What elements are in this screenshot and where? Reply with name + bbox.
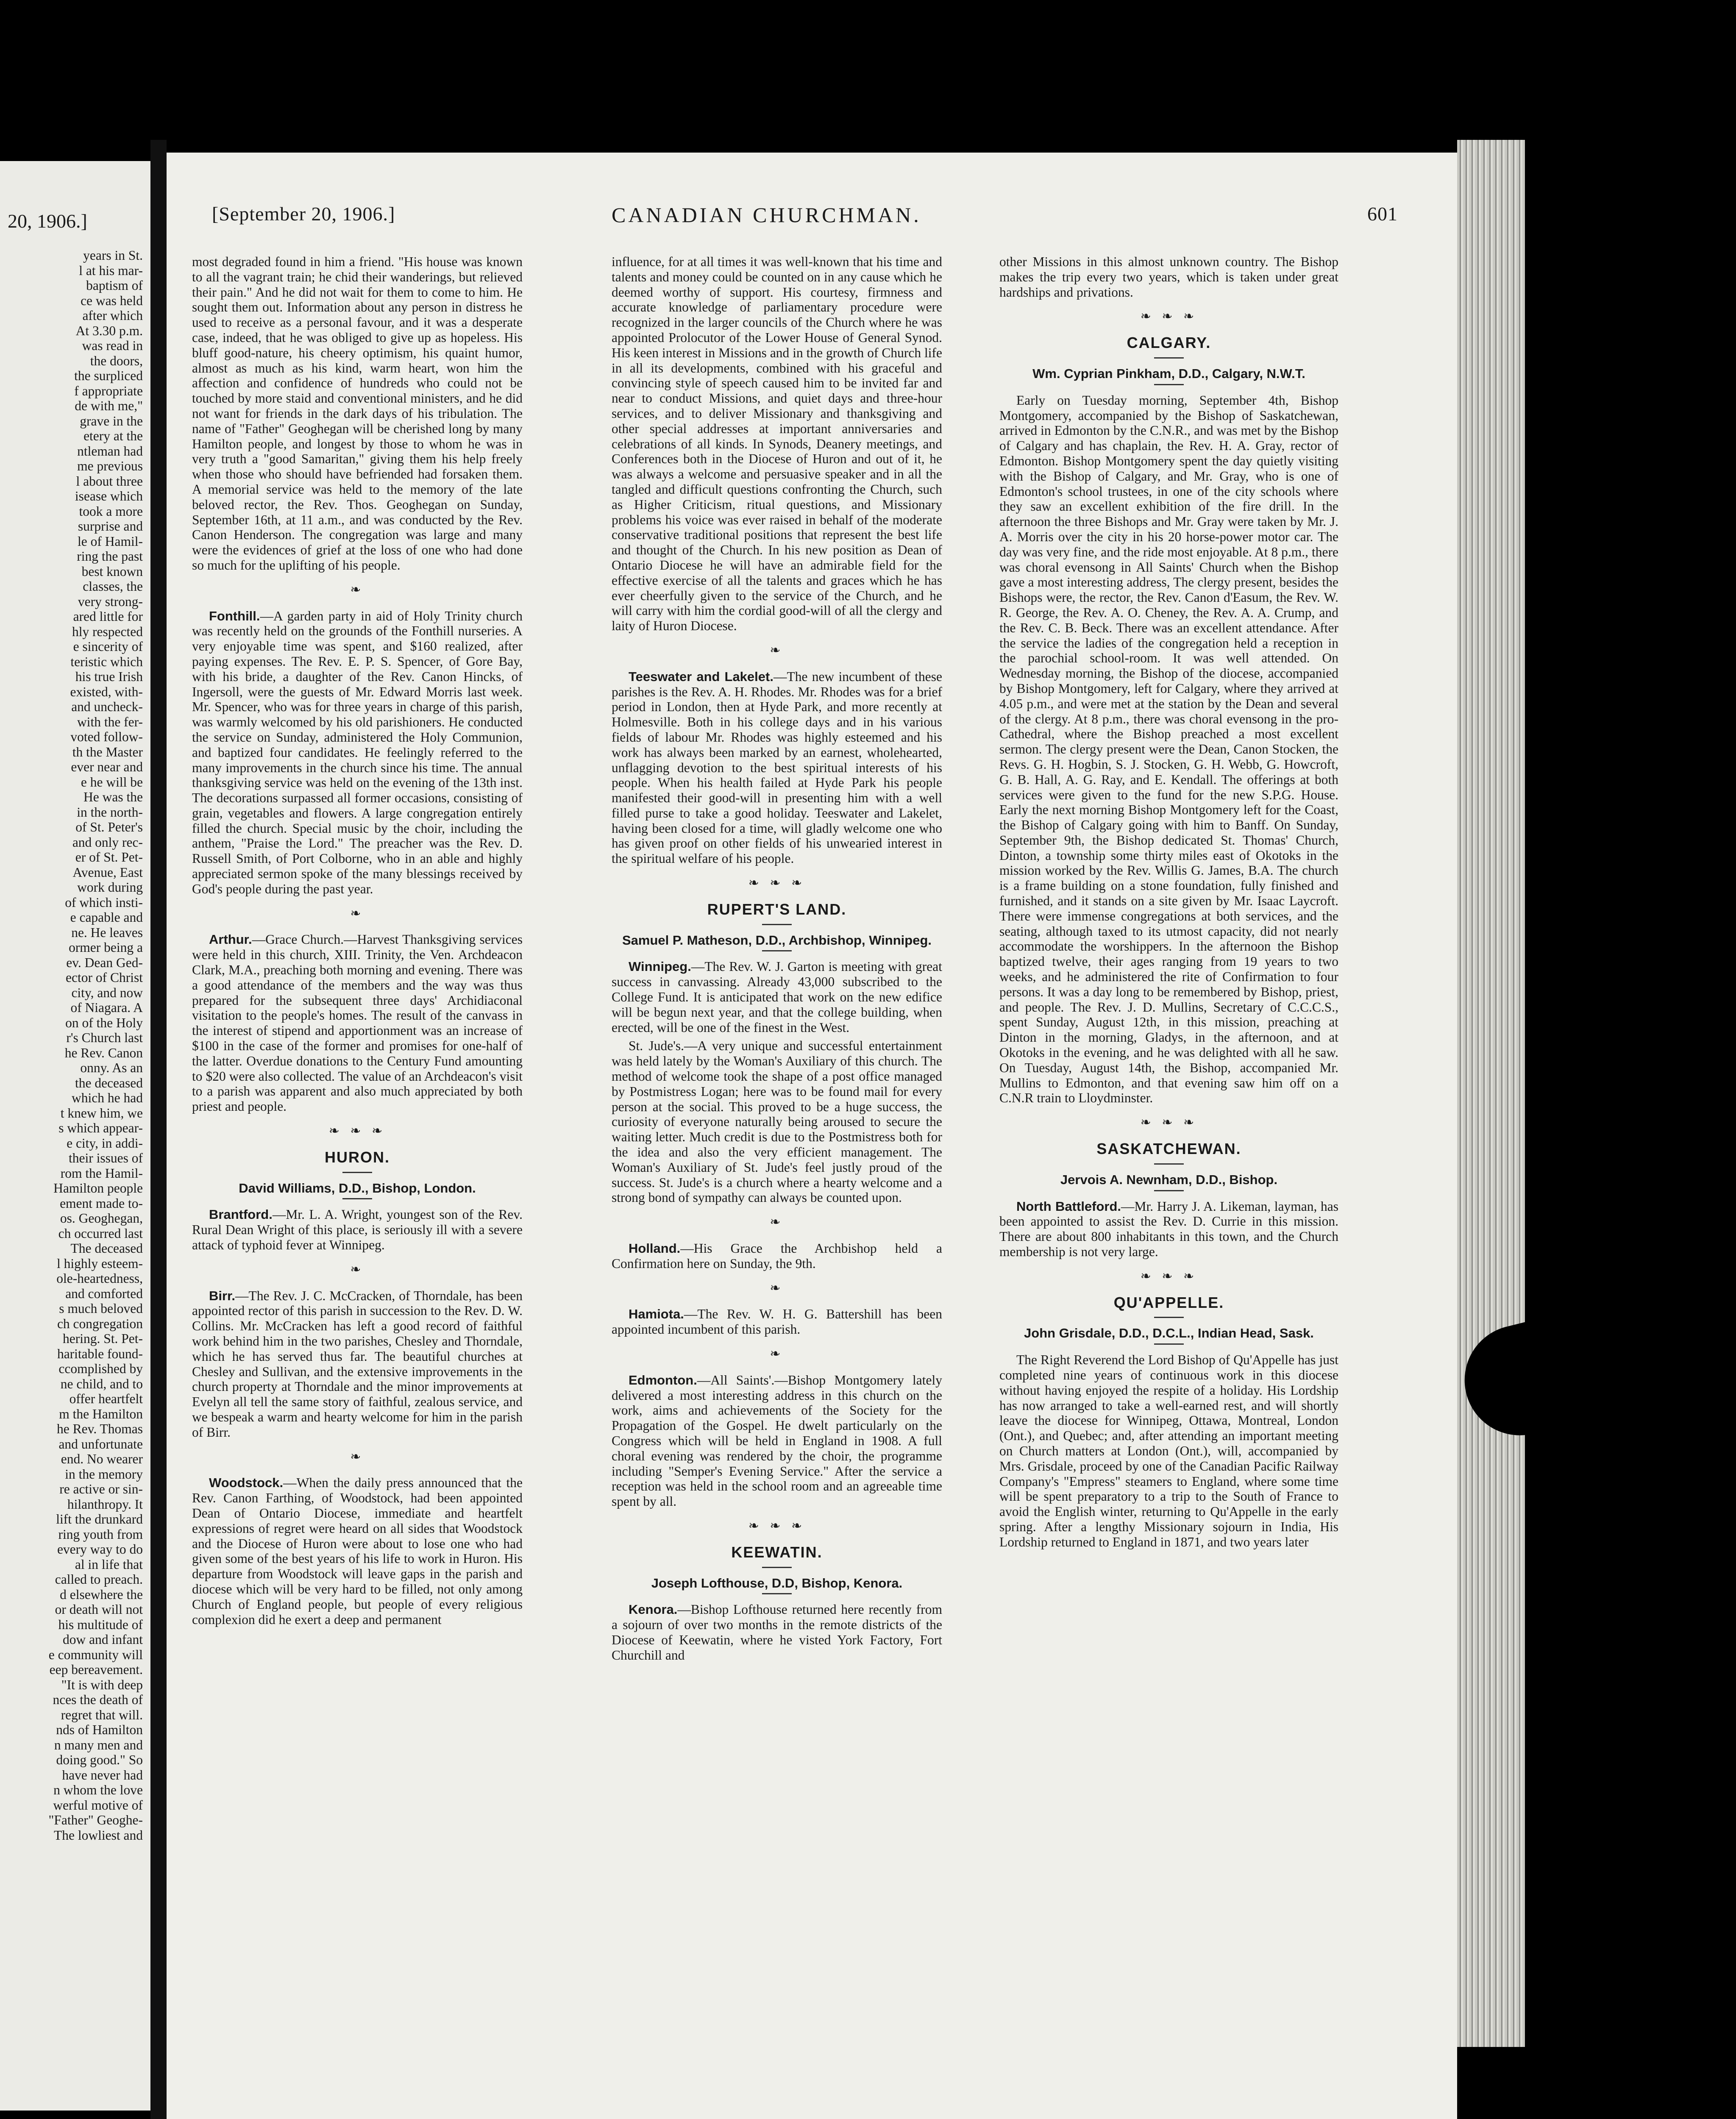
diocese-heading: QU'APPELLE.: [1113, 1293, 1224, 1311]
article-paragraph: [192, 932, 523, 1114]
article-paragraph: St. Jude's.—A very unique and successful entertainment was held lately by the Woman's Auxiliary of this church. The method of welcome took the shape of a post office managed by Postmistress Logan; here was to be found mail for every person at the social. This proved to be a huge success, the curiosity of everyone naturally being aroused to secure the waiting letter. Much credit is due to the Postmistress both for the idea and also the very efficient management. The Woman's Auxiliary of St. Jude's feel justly proud of the success. St. Jude's is a church where a hearty welcome and a strong bond of sympathy can always be counted upon.: [612, 1038, 942, 1205]
facing-page-line: de with me,": [75, 398, 143, 413]
facing-page-line: after which: [82, 308, 143, 323]
article-paragraph: [192, 1288, 523, 1440]
article-paragraph: Early on Tuesday morning, September 4th, Bishop Montgomery, accompanied by the Bishop of Saskatchewan, arrived in Edmonton by the C.N.R., and was met by the Bishop of Calgary and has chaplain, the Rev. H. A. Gray, rector of Edmonton. Bishop Montgomery spent the day quietly visiting with the Bishop of Calgary, and Mr. Gray, who is one of Edmonton's school trustees, in one of the city schools where they saw an excellent exhibition of the fire drill. In the afternoon the three Bishops and Mr. Gray were taken by Mr. J. A. Morris over the city in his 20 horse-power motor car. The day was very fine, and the ride most enjoyable. At 8 p.m., there was choral evensong in All Saints' Church when the Bishop gave a most interesting address, The clergy present, besides the Bishops were, the rector, the Rev. Canon d'Easum, the Rev. W. R. George, the Rev. A. O. Cheney, the Rev. A. A. Crump, and the Rev. C. B. Beck. There was an excellent attendance. After the service the ladies of the congregation held a reception in the parochial school-room. It was well attended. On Wednesday morning, the Bishop of the diocese, accompanied by Bishop Montgomery, left for Calgary, where they arrived at 4.05 p.m., and were met at the station by the Dean and several of the clergy. At 8 p.m., there was choral evensong in the pro-Cathedral, where the Bishop preached a most excellent sermon. The clergy present were the Dean, Canon Stocken, the Revs. G. H. Hogbin, S. J. Stocken, G. H. Webb, G. Howcroft, G. B. Hall, A. G. Ray, and E. Kendall. The offerings at both services were given to the fund for the new S.P.G. House. Early the next morning Bishop Montgomery left for the Coast, the Bishop of Calgary going with him to Banff. On Sunday, September 9th, the Bishop dedicated St. Thomas' Church, Dinton, a township some thirty miles east of Okotoks in the mission worked by the Rev. Willis G. James, B.A. The church is a frame building on a stone foundation, fully finished and furnished, and it stands on a site given by Mr. Isaac Laycroft. There were immense congregations at both services, and the seating, although taxed to its utmost capacity, did not nearly accommodate the worshippers. In the afternoon the Bishop baptized twelve, their ages ranging from 19 years to two weeks, and he administered the rite of Confirmation to four persons. It was a day long to be remembered by Bishop, priest, and people. The Rev. J. D. Mullins, Secretary of C.C.C.S., spent Sunday, August 12th, in this mission, preaching at Dinton in the morning, Gladys, in the afternoon, and at Okotoks in the evening, and he was delighted with all he saw. On Tuesday, August 14th, the Bishop, accompanied Mr. Mullins to Edmonton, and that evening saw him off on a C.N.R train to Lloydminster.: [999, 392, 1338, 1106]
paragraph-text: —The Rev. W. H. G. Battershill has been appointed incumbent of this parish.: [612, 1307, 942, 1337]
facing-page-line: ole-heartedness,: [56, 1271, 143, 1286]
article-paragraph: [192, 1207, 523, 1252]
facing-page-line: hering. St. Pet-: [63, 1331, 143, 1346]
facing-page-line: the deceased: [75, 1075, 143, 1090]
place-heading: Winnipeg.: [629, 959, 691, 974]
article-paragraph: other Missions in this almost unknown country. The Bishop makes the trip every two years, which is taken under great hardships and privations.: [999, 254, 1338, 300]
place-heading: North Battleford.: [1016, 1199, 1121, 1214]
ornament: ❧: [770, 1215, 784, 1230]
facing-page-line: r's Church last: [66, 1030, 143, 1045]
place-heading: Teeswater and Lakelet.: [629, 669, 773, 684]
facing-page-line: l at his mar-: [79, 263, 143, 278]
facing-page-line: their issues of: [69, 1151, 143, 1165]
paragraph-text: —Bishop Lofthouse returned here recently from a sojourn of over two months in the remote districts of the Diocese of Keewatin, where he visted York Factory, Fort Churchill and: [612, 1602, 942, 1663]
facing-page-line: s much beloved: [59, 1301, 143, 1316]
ornament: ❧: [350, 906, 364, 921]
bishop-byline: John Grisdale, D.D., D.C.L., Indian Head, Sask.: [1024, 1326, 1314, 1341]
article-paragraph: [612, 1602, 942, 1663]
place-heading: Kenora.: [629, 1602, 678, 1617]
diocese-heading: SASKATCHEWAN.: [1096, 1140, 1241, 1158]
facing-page-line: the doors,: [90, 353, 143, 368]
place-heading: Holland.: [629, 1241, 681, 1256]
diocese-heading: KEEWATIN.: [731, 1543, 823, 1561]
facing-page-line: or death will not: [55, 1602, 143, 1617]
facing-page-line: ement made to-: [60, 1196, 143, 1211]
facing-page-line: have never had: [62, 1767, 143, 1783]
article-paragraph: [612, 1241, 942, 1271]
facing-page-line: work during: [77, 880, 143, 895]
column-2: [612, 254, 942, 1666]
divider: [762, 1593, 792, 1594]
place-heading: Brantford.: [209, 1207, 273, 1222]
facing-page-line: he Rev. Thomas: [57, 1421, 143, 1436]
facing-page-line: ev. Dean Ged-: [66, 955, 143, 970]
facing-page-line: he Rev. Canon: [64, 1045, 143, 1060]
facing-page-line: Hamilton people: [53, 1181, 143, 1196]
facing-page-line: ch occurred last: [58, 1226, 143, 1241]
paragraph-text: —All Saints'.—Bishop Montgomery lately delivered a most interesting address in this church on the work, aims and achievements of the Society for the Propagation of the Gospel. He dwelt particularly on the Congress which will be held in England in 1908. A full choral evening was rendered by the choir, the programme including "Semper's Evening Service." After the service a reception was held in the school room and an agreeable time spent by all.: [612, 1372, 942, 1509]
facing-page-line: haritable found-: [57, 1346, 143, 1361]
article-paragraph: [999, 1199, 1338, 1260]
facing-page: [0, 161, 150, 2111]
facing-page-line: At 3.30 p.m.: [75, 323, 143, 338]
ornament: ❧: [350, 582, 364, 597]
facing-page-line: e he will be: [81, 774, 143, 790]
facing-page-line: m the Hamilton: [59, 1406, 143, 1421]
facing-page-line: th the Master: [72, 744, 143, 759]
facing-page-line: lift the drunkard: [56, 1512, 143, 1527]
facing-page-line: every way to do: [57, 1542, 143, 1557]
paragraph-text: —The Rev. W. J. Garton is meeting with great success in canvassing. Already 43,000 subscribed to the College Fund. It is anticipated that work on the new edifice will be begun next year, and that the college building, when erected, will be one of the finest in the West.: [612, 959, 942, 1035]
facing-page-line: ccomplished by: [58, 1361, 143, 1376]
place-heading: Edmonton.: [629, 1372, 697, 1388]
facing-page-line: ch congregation: [57, 1316, 143, 1331]
issue-date: [September 20, 1906.]: [212, 203, 395, 225]
facing-page-line: er of St. Pet-: [75, 850, 143, 865]
facing-page-line: doing good." So: [56, 1752, 143, 1767]
section-ornament: ❧ ❧ ❧: [748, 1518, 806, 1533]
facing-page-line: e city, in addi-: [67, 1135, 143, 1151]
facing-page-line: ring youth from: [58, 1527, 143, 1542]
facing-page-header: 20, 1906.]: [8, 210, 87, 232]
facing-page-line: existed, with-: [70, 684, 143, 699]
divider: [762, 950, 792, 951]
facing-page-line: voted follow-: [70, 729, 143, 744]
ornament: ❧: [770, 642, 784, 658]
facing-page-line: surprise and: [78, 519, 143, 534]
facing-page-line: city, and now: [71, 985, 143, 1000]
divider: [342, 1198, 372, 1199]
facing-page-line: ring the past: [77, 549, 143, 564]
facing-page-line: and uncheck-: [71, 699, 143, 714]
paragraph-text: —The new incumbent of these parishes is the Rev. A. H. Rhodes. Mr. Rhodes was for a brief period in London, then at Hyde Park, and more recently at Holmesville. Both in his college days and in his various fields of labour Mr. Rhodes was highly esteemed and his work has always been marked by an earnest, wholehearted, unflagging devotion to the best spiritual interests of his people. When his health failed at Hyde Park his people manifested their good-will in presenting him with a well filled purse to take a good holiday. Teeswater and Lakelet, having been closed for a time, will gladly welcome one who has given proof on other fields of his unwearied interest in the spiritual welfare of his people.: [612, 669, 942, 866]
divider: [1154, 1190, 1184, 1191]
facing-page-line: years in St.: [83, 248, 143, 263]
book-gutter: [150, 140, 167, 2119]
facing-page-line: which he had: [72, 1090, 143, 1105]
facing-page-line: e capable and: [70, 910, 143, 925]
facing-page-line: took a more: [79, 503, 143, 519]
paragraph-text: —A garden party in aid of Holy Trinity church was recently held on the grounds of the Fonthill nurseries. A very enjoyable time was spent, and $160 realized, after paying expenses. The Rev. E. P. S. Spencer, of Gore Bay, with his bride, a daughter of the Rev. Canon Hincks, of Ingersoll, were the guests of Mr. Edward Morris last week. Mr. Spencer, who was for three years in charge of this parish, was warmly welcomed by his old parishioners. He conducted the service on Sunday, administered the Holy Communion, and baptized four candidates. He feelingly referred to the many improvements in the church since his time. The annual thanksgiving service was held on the evening of the 13th inst. The decorations surpassed all former occasions, consisting of grain, vegetables and flowers. A large congregation entirely filled the church. Special music by the choir, including the anthem, "Praise the Lord." The preacher was the Rev. D. Russell Smith, of Port Colborne, who in an able and highly appreciated sermon spoke of the many blessings received by God's people during the past year.: [192, 608, 523, 896]
paragraph-text: —Mr. Harry J. A. Likeman, layman, has been appointed to assist the Rev. D. Currie in this mission. There are about 800 inhabitants in this town, and the Church membership is not very large.: [999, 1199, 1338, 1260]
bishop-byline: David Williams, D.D., Bishop, London.: [239, 1180, 476, 1196]
ornament: ❧: [350, 1262, 364, 1277]
facing-page-line: in the north-: [77, 804, 143, 820]
bishop-byline: Joseph Lofthouse, D.D, Bishop, Kenora.: [651, 1575, 903, 1591]
facing-page-line: nces the death of: [53, 1692, 143, 1707]
ornament: ❧: [770, 1346, 784, 1361]
facing-page-line: of St. Peter's: [75, 820, 143, 834]
facing-page-line: his multitude of: [58, 1617, 143, 1632]
facing-page-line: al in life that: [75, 1557, 143, 1572]
facing-page-line: He was the: [83, 790, 143, 804]
facing-page-line: os. Geoghegan,: [60, 1211, 143, 1226]
place-heading: Woodstock.: [209, 1475, 284, 1491]
facing-page-line: ormer being a: [69, 940, 143, 955]
facing-page-line: "It is with deep: [61, 1677, 143, 1692]
place-heading: Hamiota.: [629, 1307, 684, 1322]
facing-page-line: baptism of: [86, 278, 143, 293]
facing-page-line: of Niagara. A: [70, 1000, 143, 1015]
paragraph-text: —Grace Church.—Harvest Thanksgiving services were held in this church, XIII. Trinity, the Ven. Archdeacon Clark, M.A., preaching both morning and evening. There was a good attendance of the members and the way was thus prepared for the subsequent three days' Archidiaconal visitation to the people's homes. The result of the canvass in the interest of stipend and apportionment was an increase of $100 in the case of the former and promises for one-half of the latter. Overdue donations to the Century Fund amounting to $20 were also collected. The value of an Archdeacon's visit to a parish was apparent and also much appreciated by both priest and people.: [192, 932, 523, 1114]
diocese-heading: CALGARY.: [1127, 334, 1211, 352]
page-edges: [1457, 140, 1525, 2047]
facing-page-line: l highly esteem-: [57, 1256, 143, 1271]
facing-page-line: t knew him, we: [60, 1105, 143, 1121]
ornament: ❧: [770, 1280, 784, 1296]
facing-page-line: and comforted: [65, 1286, 143, 1301]
divider: [1154, 1163, 1184, 1165]
facing-page-line: The lowliest and: [54, 1827, 143, 1843]
facing-page-line: etery at the: [83, 428, 143, 443]
facing-page-line: offer heartfelt: [69, 1391, 143, 1406]
section-ornament: ❧ ❧ ❧: [1140, 309, 1198, 324]
facing-page-line: "Father" Geoghe-: [48, 1813, 143, 1827]
facing-page-line: classes, the: [83, 579, 143, 594]
facing-page-line: of which insti-: [65, 895, 143, 910]
facing-page-line: s which appear-: [58, 1121, 143, 1135]
article-paragraph: The Right Reverend the Lord Bishop of Qu'Appelle has just completed nine years of continuous work in this diocese without having enjoyed the respite of a holiday. His Lordship has now arranged to take a well-earned rest, and will shortly leave the diocese for Winnipeg, Ottawa, Montreal, London (Ont.), and Quebec; and, after attending an important meeting on Church matters at London (Ont.), will, accompanied by Mrs. Grisdale, proceed by one of the Canadian Pacific Railway Company's "Empress" steamers to England, where some time will be spent preparatory to a trip to the South of France to avoid the English winter, returning to Qu'Appelle in the early spring. After a lengthy Missionary sojourn in India, His Lordship returned to England in 1871, and two years later: [999, 1352, 1338, 1549]
column-1: [192, 254, 523, 1630]
bishop-byline: Jervois A. Newnham, D.D., Bishop.: [1060, 1172, 1278, 1187]
article-paragraph: most degraded found in him a friend. "His house was known to all the vagrant train; he chid their wanderings, but relieved their pain." And he did not wait for them to come to him. He sought them out. Information about any person in distress he used to receive as a personal favour, and it was a desperate case, indeed, that he was obliged to give up as hopeless. His bluff good-nature, his cheery optimism, his quaint humor, almost as much as his kind, warm heart, won him the affection and confidence of hundreds who could not be touched by more staid and conventional ministers, and he did not want for friends in the dark days of his tribulation. The name of "Father" Geoghegan will be cherished long by many Hamilton people, and longest by those to whom he was in very truth a "good Samaritan," giving them his help freely when those who should have befriended had forsaken them. A memorial service was held to the memory of the late beloved rector, the Rev. Thos. Geoghegan on Sunday, September 16th, at 11 a.m., and was conducted by the Rev. Canon Henderson. The congregation was large and many were the evidences of grief at the loss of one who had done so much for the uplifting of his people.: [192, 254, 523, 573]
facing-page-line: best known: [81, 564, 143, 579]
divider: [1154, 1317, 1184, 1318]
paragraph-text: —His Grace the Archbishop held a Confirmation here on Sunday, the 9th.: [612, 1241, 942, 1271]
facing-page-line: grave in the: [80, 413, 143, 428]
divider: [762, 1567, 792, 1568]
facing-page-line: ever near and: [71, 759, 143, 774]
facing-page-line: on of the Holy: [65, 1015, 143, 1030]
place-heading: Fonthill.: [209, 608, 260, 623]
facing-page-line: ared little for: [73, 609, 143, 624]
publication-title: CANADIAN CHURCHMAN.: [612, 203, 921, 227]
facing-page-line: onny. As an: [80, 1060, 143, 1075]
facing-page-line: isease which: [75, 489, 143, 503]
facing-page-line: with the fer-: [77, 714, 143, 729]
facing-page-line: in the memory: [65, 1466, 143, 1482]
facing-page-line: e sincerity of: [73, 639, 143, 654]
facing-page-line: re active or sin-: [59, 1482, 143, 1496]
article-paragraph: [612, 959, 942, 1035]
section-ornament: ❧ ❧ ❧: [328, 1123, 386, 1139]
facing-page-line: the surpliced: [74, 368, 143, 383]
facing-page-line: eep bereavement.: [49, 1662, 143, 1677]
facing-page-line: ne child, and to: [60, 1376, 143, 1391]
facing-page-line: ne. He leaves: [71, 925, 143, 940]
divider: [762, 924, 792, 925]
facing-page-line: ntleman had: [77, 443, 143, 459]
paragraph-text: —When the daily press announced that the Rev. Canon Farthing, of Woodstock, had been appointed Dean of Ontario Diocese, immediate and heartfelt expressions of regret were heard on all sides that Woodstock and the Diocese of Huron were about to lose one who had given some of the best years of his life to work in Huron. His departure from Woodstock will leave gaps in the parish and diocese which will be very hard to be filled, not only among Church of England people, but people of every religious complexion did he exert a deep and permanent: [192, 1475, 523, 1627]
facing-page-line: The deceased: [70, 1241, 143, 1256]
facing-page-line: and only rec-: [72, 834, 143, 850]
section-ornament: ❧ ❧ ❧: [1140, 1115, 1198, 1130]
divider: [1154, 1343, 1184, 1345]
bishop-byline: Samuel P. Matheson, D.D., Archbishop, Winnipeg.: [622, 932, 932, 948]
facing-page-line: werful motive of: [53, 1797, 143, 1813]
ornament: ❧: [350, 1449, 364, 1464]
facing-page-line: very strong-: [78, 594, 143, 609]
facing-page-line: rom the Hamil-: [60, 1165, 143, 1181]
facing-page-line: was read in: [82, 338, 143, 353]
facing-page-line: n many men and: [54, 1737, 143, 1752]
facing-page-line: me previous: [77, 459, 143, 473]
facing-page-line: le of Hamil-: [78, 534, 143, 549]
facing-page-line: ce was held: [81, 293, 143, 308]
article-paragraph: influence, for at all times it was well-known that his time and talents and money could be counted on in any cause which he deemed worthy of support. His courtesy, firmness and accurate knowledge of parliamentary procedure were recognized in the larger councils of the Church where he was appointed Prolocutor of the Lower House of General Synod. His keen interest in Missions and in the growth of Church life in all its developments, combined with his graceful and convincing style of speech caused him to be invited far and near to conduct Missions, and quiet days and three-hour services, and to deliver Missionary and thanksgiving and other special addresses at important anniversaries and celebrations of all kinds. In Synods, Deanery meetings, and Conferences both in the Diocese of Huron and out of it, he was always a welcome and persuasive speaker and in all the tangled and difficult questions confronting the Church, such as Higher Criticism, ritual questions, and Missionary problems his voice was ever raised in behalf of the moderate conservative traditional positions that represent the best life and thought of the Church. In his new position as Dean of Ontario Diocese he will have an admirable field for the effective exercise of all the talents and graces which he has ever cheerfully given to the service of the Church, and he will carry with him the cordial good-will of all the clergy and laity of Huron Diocese.: [612, 254, 942, 634]
facing-page-line: Avenue, East: [72, 865, 143, 880]
facing-page-text: [7, 248, 143, 1843]
facing-page-line: and unfortunate: [58, 1436, 143, 1452]
facing-page-line: regret that will.: [61, 1707, 143, 1722]
divider: [342, 1172, 372, 1173]
paragraph-text: —The Rev. J. C. McCracken, of Thorndale, has been appointed rector of this parish in succession to the Rev. D. W. Collins. Mr. McCracken has left a good record of faithful work behind him in the two parishes, Chesley and Thorndale, which he has served thus far. The beautiful churches at Chesley and Sullivan, and the extensive improvements in the church property at Thorndale and the minor improvements at Evelyn all tell the same story of faithful, zealous service, and we bespeak a warm and hearty welcome for him in the parish of Birr.: [192, 1288, 523, 1440]
article-paragraph: [612, 1307, 942, 1337]
facing-page-line: his true Irish: [75, 669, 143, 684]
article-paragraph: [192, 609, 523, 897]
divider: [1154, 357, 1184, 359]
diocese-heading: HURON.: [325, 1148, 390, 1166]
facing-page-line: d elsewhere the: [60, 1587, 143, 1602]
facing-page-line: called to preach.: [55, 1572, 143, 1587]
article-paragraph: [192, 1475, 523, 1627]
column-3: [999, 254, 1338, 1553]
article-paragraph: [612, 669, 942, 866]
page-number: 601: [1367, 203, 1398, 225]
facing-page-line: f appropriate: [74, 383, 143, 398]
facing-page-line: ector of Christ: [66, 970, 143, 985]
place-heading: Birr.: [209, 1288, 236, 1303]
section-ornament: ❧ ❧ ❧: [748, 876, 806, 891]
article-paragraph: [612, 1373, 942, 1509]
newspaper-page: [167, 153, 1457, 2119]
diocese-heading: RUPERT'S LAND.: [707, 900, 847, 918]
facing-page-line: teristic which: [70, 654, 143, 669]
facing-page-line: nds of Hamilton: [56, 1722, 143, 1737]
facing-page-line: hly respected: [72, 624, 143, 639]
facing-page-line: end. No wearer: [61, 1452, 143, 1466]
bishop-byline: Wm. Cyprian Pinkham, D.D., Calgary, N.W.T.: [1032, 366, 1305, 381]
facing-page-line: hilanthropy. It: [67, 1496, 143, 1512]
place-heading: Arthur.: [209, 932, 252, 947]
divider: [1154, 384, 1184, 385]
paragraph-text: —Mr. L. A. Wright, youngest son of the Rev. Rural Dean Wright of this place, is seriously ill with a severe attack of typhoid fever at Winnipeg.: [192, 1207, 523, 1253]
facing-page-line: l about three: [76, 473, 143, 489]
facing-page-line: e community will: [48, 1647, 143, 1662]
facing-page-line: dow and infant: [63, 1632, 143, 1647]
facing-page-line: n whom the love: [53, 1783, 143, 1797]
section-ornament: ❧ ❧ ❧: [1140, 1268, 1198, 1284]
